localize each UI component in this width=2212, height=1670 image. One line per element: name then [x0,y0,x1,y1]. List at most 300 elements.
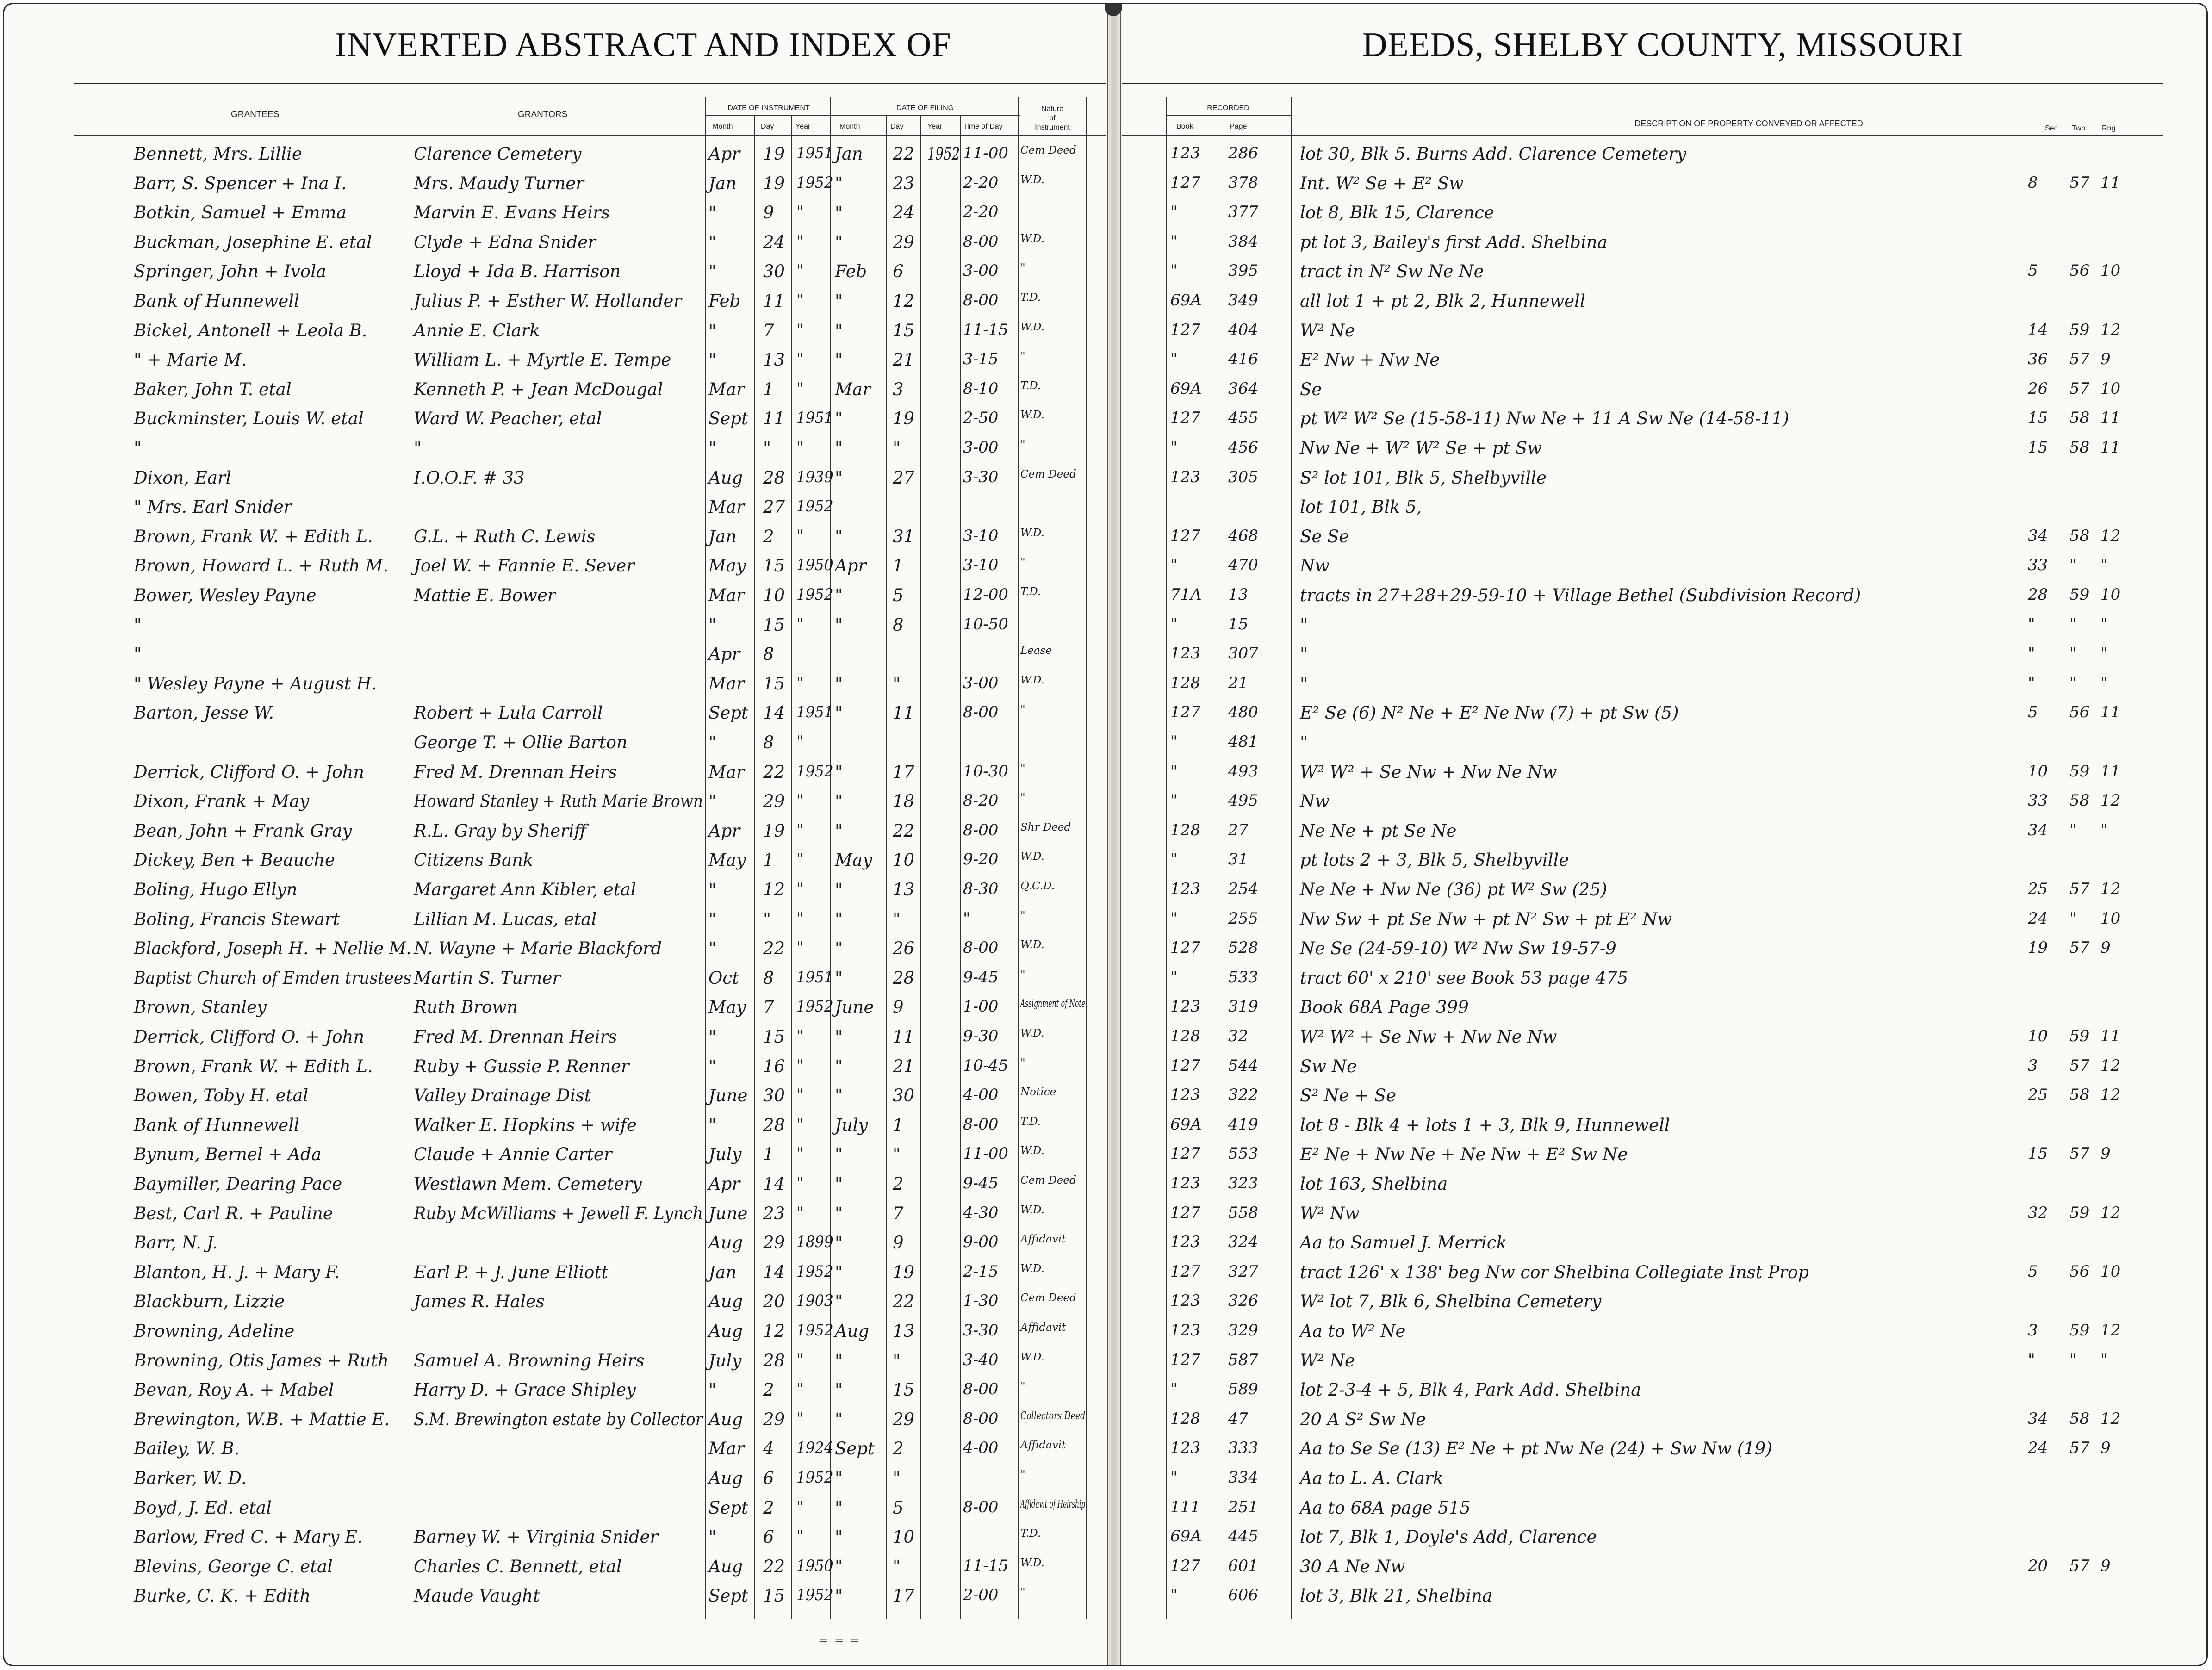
entry-inst-day: 15 [763,673,785,694]
entry-file-month: " [835,673,843,694]
entry-grantee: Bower, Wesley Payne [134,585,317,605]
entry-file-month: " [835,1409,843,1429]
entry-file-month: " [835,1556,843,1577]
entry-twp: 57 [2069,880,2090,898]
entry-grantor: Howard Stanley + Ruth Marie Brown [414,791,703,812]
entry-time-of-day: 8-00 [963,1497,999,1516]
entry-nature: T.D. [1020,292,1041,304]
entry-time-of-day: 8-00 [963,1409,999,1428]
entry-book: 123 [1170,1086,1200,1105]
entry-grantee: Baptist Church of Emden trustees [134,968,412,988]
header-rule-left [74,135,1106,136]
entry-inst-month: Apr [708,144,740,164]
entry-inst-month: June [708,1086,748,1106]
header-twp: Twp. [2072,124,2088,132]
entry-inst-month: Mar [708,762,745,782]
entry-file-day: 22 [893,144,915,164]
entry-nature: Cem Deed [1020,144,1076,156]
entry-inst-month: May [708,997,746,1018]
entry-inst-month: Aug [708,1233,743,1253]
entry-inst-day: 23 [763,1203,785,1223]
entry-page: 544 [1228,1056,1258,1075]
entry-grantor: Charles C. Bennett, etal [414,1556,622,1577]
entry-grantor: Kenneth P. + Jean McDougal [414,379,663,399]
entry-grantor: Lillian M. Lucas, etal [414,909,597,929]
entry-inst-month: Jan [708,526,737,546]
entry-grantee: Blanton, H. J. + Mary F. [134,1262,340,1282]
entry-file-month: " [835,1468,843,1488]
entry-file-month: Feb [835,261,867,282]
entry-twp: 56 [2069,703,2090,722]
entry-time-of-day: 9-00 [963,1233,999,1252]
entry-book: " [1170,791,1178,810]
entry-file-month: " [835,1497,843,1518]
entry-inst-year: " [796,203,804,222]
entry-twp: 57 [2069,1056,2090,1075]
entry-book: " [1170,1380,1178,1399]
entry-grantee: Baymiller, Dearing Pace [134,1174,342,1194]
entry-inst-year: " [796,938,804,957]
entry-book: " [1170,556,1178,575]
entry-inst-month: " [708,261,717,282]
col-line [1166,97,1167,1619]
entry-inst-month: Mar [708,497,745,517]
entry-inst-year: 1952 [796,997,833,1016]
entry-time-of-day: 10-50 [963,615,1009,633]
entry-file-day: 9 [893,1233,904,1253]
header-subrule-right [1166,115,1291,116]
entry-nature: W.D. [1020,1557,1044,1569]
entry-inst-day: 15 [763,1027,785,1047]
entry-grantee: Brown, Howard L. + Ruth M. [134,556,389,576]
entry-file-day: 17 [893,1586,915,1606]
entry-book: " [1170,1586,1178,1605]
entry-inst-year: " [796,673,804,692]
entry-inst-year: " [796,1409,804,1428]
entry-sec: 28 [2028,585,2048,604]
entry-file-month: " [835,1380,843,1400]
entry-file-day: 2 [893,1439,904,1459]
entry-file-day: " [893,673,901,694]
entry-file-month: Apr [835,556,867,576]
entry-inst-day: 14 [763,703,785,723]
entry-inst-month: Sept [708,1586,748,1606]
entry-grantee: Burke, C. K. + Edith [134,1586,311,1606]
entry-description: Nw [1300,556,1330,576]
entry-grantor: Earl P. + J. June Elliott [414,1262,609,1282]
entry-book: 123 [1170,1174,1200,1192]
entry-inst-day: " [763,909,771,929]
entry-file-day: " [893,1350,901,1371]
entry-inst-year: " [796,320,804,339]
entry-twp: " [2069,820,2077,839]
entry-time-of-day: 8-20 [963,791,999,810]
entry-twp: " [2069,1350,2077,1369]
entry-grantee: Blevins, George C. etal [134,1556,333,1577]
entry-rng: 12 [2100,1086,2121,1105]
entry-book: " [1170,232,1178,251]
entry-sec: 14 [2028,320,2048,339]
entry-inst-month: July [708,1350,742,1371]
entry-time-of-day: 8-10 [963,379,999,398]
entry-grantor: Valley Drainage Dist [414,1086,591,1106]
entry-inst-year: " [796,1350,804,1369]
entry-book: " [1170,615,1178,633]
entry-inst-day: 20 [763,1291,785,1312]
entry-description: pt W² W² Se (15-58-11) Nw Ne + 11 A Sw Ne (14-58-11) [1300,409,1789,429]
entry-sec: 15 [2028,409,2048,428]
col-line [920,115,921,1619]
entry-grantee: Dickey, Ben + Beauche [134,850,335,870]
entry-grantor: " [414,438,422,458]
entry-inst-month: June [708,1203,748,1223]
entry-sec: 20 [2028,1556,2048,1575]
entry-book: 123 [1170,467,1200,486]
entry-sec: " [2028,644,2035,663]
entry-nature: W.D. [1020,1262,1044,1275]
entry-rng: 10 [2100,585,2121,604]
header-inst-month: Month [712,123,733,130]
entry-file-day: 1 [893,556,904,576]
entry-inst-day: 22 [763,762,785,782]
header-recorded: RECORDED [1207,104,1249,112]
entry-grantor: Mattie E. Bower [414,585,556,605]
entry-inst-year: " [796,1027,804,1045]
entry-nature: Q.C.D. [1020,880,1055,892]
entry-description: tracts in 27+28+29-59-10 + Village Bethel (Subdivision Record) [1300,585,1861,605]
entry-file-day: 5 [893,1497,904,1518]
entry-file-month: " [835,615,843,635]
entry-file-month: May [835,850,872,870]
entry-sec: 24 [2028,909,2048,928]
entry-nature: T.D. [1020,586,1041,598]
entry-grantor: Ward W. Peacher, etal [414,409,602,429]
entry-inst-year: " [796,880,804,898]
entry-page: 333 [1228,1439,1258,1458]
entry-file-day: 11 [893,703,915,723]
entry-page: 419 [1228,1115,1258,1134]
entry-grantor: Marvin E. Evans Heirs [414,203,610,223]
entry-grantor: G.L. + Ruth C. Lewis [414,526,596,546]
entry-grantor: Joel W. + Fannie E. Sever [414,556,635,576]
entry-time-of-day: 10-30 [963,762,1009,781]
entry-nature: W.D. [1020,851,1044,863]
entry-page: 334 [1228,1468,1258,1487]
entry-page: 27 [1228,820,1249,839]
entry-nature: " [1020,703,1025,716]
entry-page: 470 [1228,556,1258,575]
entry-inst-month: Apr [708,820,740,841]
entry-nature: T.D. [1020,379,1041,392]
entry-inst-day: 7 [763,997,774,1018]
entry-grantee: Derrick, Clifford O. + John [134,1027,365,1047]
entry-twp: 57 [2069,379,2090,398]
entry-sec: 26 [2028,379,2048,398]
entry-rng: 9 [2100,1439,2111,1458]
entry-grantee: Buckminster, Louis W. etal [134,409,364,429]
entry-time-of-day: 8-00 [963,1115,999,1134]
entry-file-month: " [835,320,843,341]
entry-time-of-day: 2-15 [963,1262,999,1281]
entry-rng: 12 [2100,1056,2121,1075]
entry-description: lot 163, Shelbina [1300,1174,1448,1194]
entry-page: 395 [1228,261,1258,280]
entry-nature: " [1020,556,1025,569]
entry-twp: 59 [2069,762,2090,781]
entry-book: 123 [1170,1291,1200,1310]
header-nature-2: of [1049,114,1056,122]
entry-book: 127 [1170,1350,1200,1369]
entry-book: " [1170,1468,1178,1487]
ledger-book [3,3,2208,1666]
entry-nature: " [1020,262,1025,274]
entry-inst-month: Sept [708,703,748,723]
entry-rng: " [2100,615,2108,633]
entry-description: Ne Se (24-59-10) W² Nw Sw 19-57-9 [1300,938,1616,959]
entry-description: lot 2-3-4 + 5, Blk 4, Park Add. Shelbina [1300,1380,1641,1400]
entry-twp: 58 [2069,791,2090,810]
entry-file-day: 13 [893,880,915,900]
entry-inst-day: 29 [763,1409,785,1429]
entry-grantee: Bickel, Antonell + Leola B. [134,320,367,341]
entry-inst-year: 1924 [796,1439,833,1458]
entry-page: 307 [1228,644,1258,663]
col-line [830,97,831,1619]
entry-inst-year: 1952 [796,1586,833,1605]
entry-nature: Assignment of Note [1020,998,1086,1010]
entry-grantee: Barr, S. Spencer + Ina I. [134,173,347,193]
entry-inst-month: May [708,556,746,576]
entry-file-day: 21 [893,350,915,370]
entry-twp: 56 [2069,261,2090,280]
entry-inst-year: " [796,1203,804,1222]
entry-grantee: Baker, John T. etal [134,379,292,399]
entry-file-day: 6 [893,261,904,282]
entry-sec: 5 [2028,261,2038,280]
entry-inst-month: " [708,733,717,752]
entry-file-month: " [835,820,843,841]
entry-grantor: Citizens Bank [414,850,534,870]
entry-file-month: Sept [835,1439,875,1459]
entry-book: 69A [1170,1527,1202,1546]
entry-description: Aa to 68A page 515 [1300,1497,1471,1518]
entry-file-day: " [893,1468,901,1488]
entry-file-day: 26 [893,938,915,959]
entry-rng: " [2100,820,2108,839]
entry-inst-day: 2 [763,526,774,546]
entry-description: Int. W² Se + E² Sw [1300,173,1464,193]
entry-inst-month: Oct [708,968,739,988]
entry-time-of-day: 8-00 [963,820,999,839]
entry-inst-day: 15 [763,615,785,635]
entry-inst-month: May [708,850,746,870]
entry-sec: 3 [2028,1321,2038,1340]
entry-grantor: Fred M. Drennan Heirs [414,1027,617,1047]
col-line [1018,97,1019,1619]
header-book: Book [1176,123,1193,130]
entry-page: 329 [1228,1321,1258,1340]
entry-time-of-day: 11-00 [963,144,1009,162]
entry-page: 32 [1228,1027,1249,1045]
entry-nature: W.D. [1020,409,1044,422]
entry-page: 587 [1228,1350,1258,1369]
entry-book: 123 [1170,144,1200,162]
entry-inst-year: " [796,261,804,280]
entry-book: 127 [1170,1203,1200,1222]
entry-time-of-day: 1-00 [963,997,999,1016]
entry-grantee: Brewington, W.B. + Mattie E. [134,1409,390,1429]
entry-file-day: 12 [893,291,915,311]
col-line [1086,97,1087,1619]
entry-inst-day: 29 [763,791,785,812]
entry-nature: " [1020,968,1025,981]
entry-file-month: " [835,1262,843,1282]
entry-page: 455 [1228,409,1258,428]
entry-inst-day: " [763,438,771,458]
entry-description: E² Nw + Nw Ne [1300,350,1440,370]
entry-grantor: George T. + Ollie Barton [414,733,628,752]
entry-inst-day: 10 [763,585,785,605]
entry-grantor: Ruth Brown [414,997,518,1018]
entry-inst-day: 14 [763,1262,785,1282]
entry-sec: " [2028,1350,2035,1369]
entry-grantor: Claude + Annie Carter [414,1144,612,1165]
entry-rng: " [2100,1350,2108,1369]
entry-rng: 11 [2100,703,2121,722]
entry-page: 286 [1228,144,1258,162]
entry-file-month: " [835,909,843,929]
entry-inst-year: 1903 [796,1291,833,1310]
header-inst-year: Year [795,123,811,130]
header-date-of-instrument: DATE OF INSTRUMENT [727,104,810,112]
entry-nature: " [1020,1586,1025,1599]
entry-page: 324 [1228,1233,1258,1252]
entry-inst-month: " [708,320,717,341]
entry-page: 326 [1228,1291,1258,1310]
entry-inst-day: 6 [763,1468,774,1488]
entry-file-day: 22 [893,1291,915,1312]
entry-inst-month: Apr [708,644,740,664]
entry-time-of-day: 10-45 [963,1056,1009,1075]
entry-inst-day: 11 [763,291,785,311]
header-time-of-day: Time of Day [963,123,1003,130]
entry-file-month: " [835,1350,843,1371]
entry-inst-month: Aug [708,1556,743,1577]
entry-book: " [1170,762,1178,781]
entry-file-day: 5 [893,585,904,605]
entry-twp: 57 [2069,1439,2090,1458]
entry-twp: 59 [2069,1027,2090,1045]
entry-inst-day: 27 [763,497,785,517]
entry-inst-day: 1 [763,850,774,870]
entry-description: all lot 1 + pt 2, Blk 2, Hunnewell [1300,291,1585,311]
entry-grantor: S.M. Brewington estate by Collector [414,1409,703,1429]
entry-grantor: Clyde + Edna Snider [414,232,596,252]
entry-page: 21 [1228,673,1249,692]
entry-inst-year: " [796,909,804,928]
entry-inst-month: Aug [708,1468,743,1488]
entry-nature: " [1020,439,1025,451]
entry-grantor: Harry D. + Grace Shipley [414,1380,636,1400]
entry-inst-day: 30 [763,1086,785,1106]
entry-rng: 11 [2100,438,2121,457]
entry-file-day: " [893,909,901,929]
entry-twp: 59 [2069,1203,2090,1222]
entry-file-day: 29 [893,232,915,252]
entry-inst-day: 7 [763,320,774,341]
entry-rng: 12 [2100,1203,2121,1222]
entry-description: " [1300,644,1308,664]
entry-time-of-day: 3-10 [963,526,999,545]
entry-time-of-day: 8-00 [963,938,999,957]
entry-time-of-day: 3-00 [963,673,999,692]
entry-file-day: 3 [893,379,904,399]
entry-nature: Shr Deed [1020,821,1071,833]
entry-rng: " [2100,644,2108,663]
entry-nature: Lease [1020,645,1052,657]
entry-time-of-day: 2-50 [963,409,999,428]
entry-rng: 11 [2100,762,2121,781]
entry-page: 322 [1228,1086,1258,1105]
entry-description: lot 30, Blk 5. Burns Add. Clarence Cemetery [1300,144,1687,164]
entry-inst-year: 1950 [796,1556,833,1575]
entry-rng: " [2100,556,2108,575]
entry-inst-month: " [708,880,717,900]
entry-file-day: 22 [893,820,915,841]
entry-grantor: R.L. Gray by Sheriff [414,820,586,841]
entry-inst-month: Aug [708,1321,743,1341]
entry-inst-year: " [796,1144,804,1163]
entry-twp: 57 [2069,1556,2090,1575]
entry-time-of-day: 12-00 [963,585,1009,604]
entry-description: Book 68A Page 399 [1300,997,1469,1018]
entry-grantor: Maude Vaught [414,1586,540,1606]
entry-sec: 25 [2028,1086,2048,1105]
header-grantors: GRANTORS [518,110,568,119]
entry-file-day: 8 [893,615,904,635]
entry-sec: 34 [2028,820,2048,839]
entry-rng: 10 [2100,909,2121,928]
entry-inst-day: 9 [763,203,774,223]
entry-grantor: Samuel A. Browning Heirs [414,1350,645,1371]
entry-grantor: Robert + Lula Carroll [414,703,603,723]
entry-file-month: July [835,1115,868,1135]
entry-book: 128 [1170,1027,1200,1045]
entry-book: 127 [1170,1262,1200,1281]
entry-page: 319 [1228,997,1258,1016]
entry-grantee: Bean, John + Frank Gray [134,820,352,841]
entry-twp: 59 [2069,320,2090,339]
entry-file-month: " [835,938,843,959]
entry-twp: 59 [2069,585,2090,604]
entry-rng: 9 [2100,1144,2111,1163]
entry-description: lot 101, Blk 5, [1300,497,1422,517]
header-nature-1: Nature [1041,105,1064,113]
entry-inst-month: Apr [708,1174,740,1194]
entry-inst-month: Aug [708,467,743,488]
entry-description: E² Se (6) N² Ne + E² Ne Nw (7) + pt Sw (5) [1300,703,1679,723]
entry-file-day: 9 [893,997,904,1018]
entry-file-month: " [835,467,843,488]
entry-inst-year: " [796,615,804,633]
entry-grantor: James R. Hales [414,1291,545,1312]
entry-grantee: Dixon, Earl [134,467,231,488]
entry-inst-day: 22 [763,1556,785,1577]
entry-inst-year: " [796,1056,804,1075]
entry-inst-month: " [708,1056,717,1076]
entry-nature: Affidavit [1020,1322,1066,1334]
entry-grantee: Brown, Frank W. + Edith L. [134,526,373,546]
